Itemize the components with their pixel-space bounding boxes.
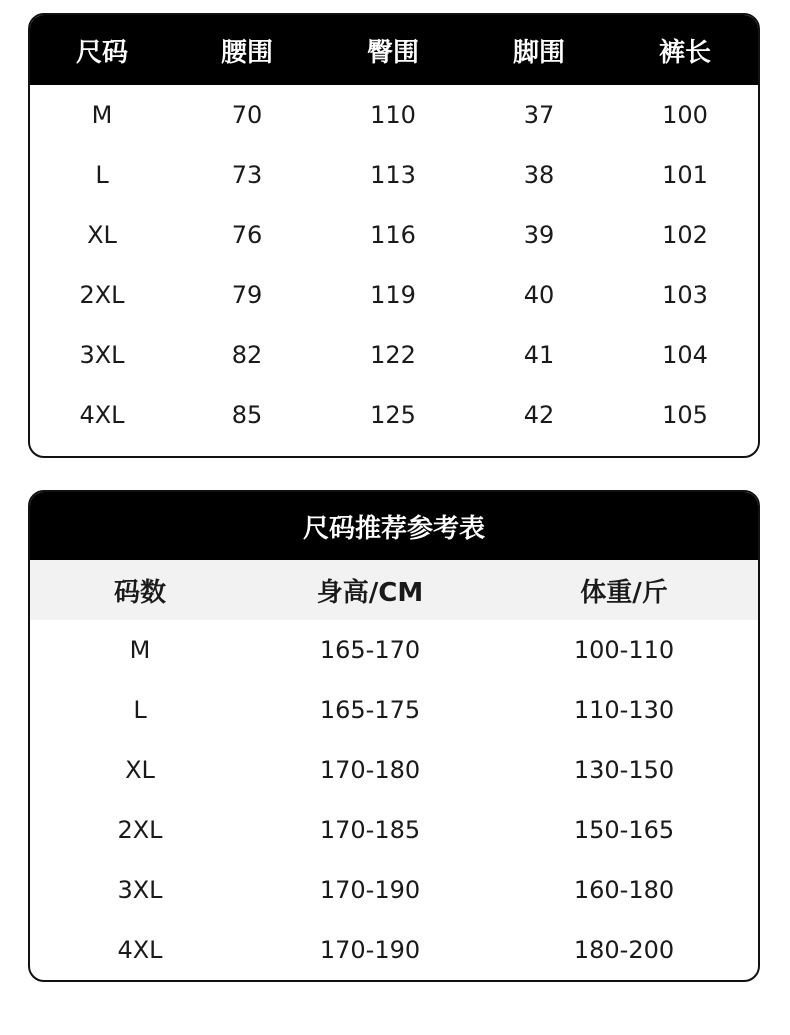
header-size: 尺码 [75, 37, 128, 68]
size-cell: 4XL [79, 401, 125, 429]
size-chart-card [28, 13, 760, 458]
length-cell: 100 [662, 101, 708, 129]
table-row [30, 145, 758, 205]
recommendation-title: 尺码推荐参考表 [30, 492, 758, 560]
size-chart-header [30, 15, 758, 85]
header-size-code: 码数 [113, 577, 166, 608]
hip-cell: 113 [370, 161, 416, 189]
hem-cell: 37 [523, 101, 555, 129]
weight-cell: 160-180 [573, 876, 675, 904]
height-cell: 170-190 [319, 876, 421, 904]
recommendation-body [30, 620, 758, 980]
height-cell: 170-180 [319, 756, 421, 784]
header-waist: 腰围 [220, 37, 273, 68]
size-code-cell: 2XL [117, 816, 163, 844]
waist-cell: 70 [231, 101, 263, 129]
table-row [30, 920, 758, 980]
hem-cell: 42 [523, 401, 555, 429]
weight-cell: 110-130 [573, 696, 675, 724]
table-row [30, 265, 758, 325]
length-cell: 102 [662, 221, 708, 249]
hip-cell: 110 [370, 101, 416, 129]
height-cell: 165-170 [319, 636, 421, 664]
size-cell: M [91, 101, 113, 129]
height-cell: 170-190 [319, 936, 421, 964]
size-cell: 3XL [79, 341, 125, 369]
table-row [30, 860, 758, 920]
table-row [30, 385, 758, 445]
size-chart-body [30, 85, 758, 445]
hem-cell: 41 [523, 341, 555, 369]
size-cell: 2XL [79, 281, 125, 309]
size-code-cell: XL [125, 756, 155, 784]
size-cell: XL [87, 221, 117, 249]
hem-cell: 40 [523, 281, 555, 309]
header-length: 裤长 [658, 37, 711, 68]
size-code-cell: L [133, 696, 147, 724]
size-cell: L [95, 161, 109, 189]
weight-cell: 180-200 [573, 936, 675, 964]
header-hip: 臀围 [366, 37, 419, 68]
length-cell: 103 [662, 281, 708, 309]
table-row [30, 800, 758, 860]
hip-cell: 119 [370, 281, 416, 309]
hem-cell: 38 [523, 161, 555, 189]
size-code-cell: M [129, 636, 151, 664]
size-recommendation-card [28, 490, 760, 982]
table-row [30, 680, 758, 740]
length-cell: 101 [662, 161, 708, 189]
recommendation-column-header [30, 560, 758, 620]
table-row [30, 325, 758, 385]
waist-cell: 76 [231, 221, 263, 249]
waist-cell: 73 [231, 161, 263, 189]
size-code-cell: 3XL [117, 876, 163, 904]
length-cell: 104 [662, 341, 708, 369]
table-row [30, 740, 758, 800]
weight-cell: 130-150 [573, 756, 675, 784]
waist-cell: 85 [231, 401, 263, 429]
weight-cell: 100-110 [573, 636, 675, 664]
header-height: 身高/CM [316, 577, 424, 608]
waist-cell: 82 [231, 341, 263, 369]
header-weight: 体重/斤 [580, 577, 668, 608]
hip-cell: 125 [370, 401, 416, 429]
table-row [30, 620, 758, 680]
header-hem: 脚围 [512, 37, 565, 68]
hem-cell: 39 [523, 221, 555, 249]
waist-cell: 79 [231, 281, 263, 309]
hip-cell: 116 [370, 221, 416, 249]
height-cell: 170-185 [319, 816, 421, 844]
table-row [30, 85, 758, 145]
size-code-cell: 4XL [117, 936, 163, 964]
table-row [30, 205, 758, 265]
length-cell: 105 [662, 401, 708, 429]
height-cell: 165-175 [319, 696, 421, 724]
weight-cell: 150-165 [573, 816, 675, 844]
hip-cell: 122 [370, 341, 416, 369]
